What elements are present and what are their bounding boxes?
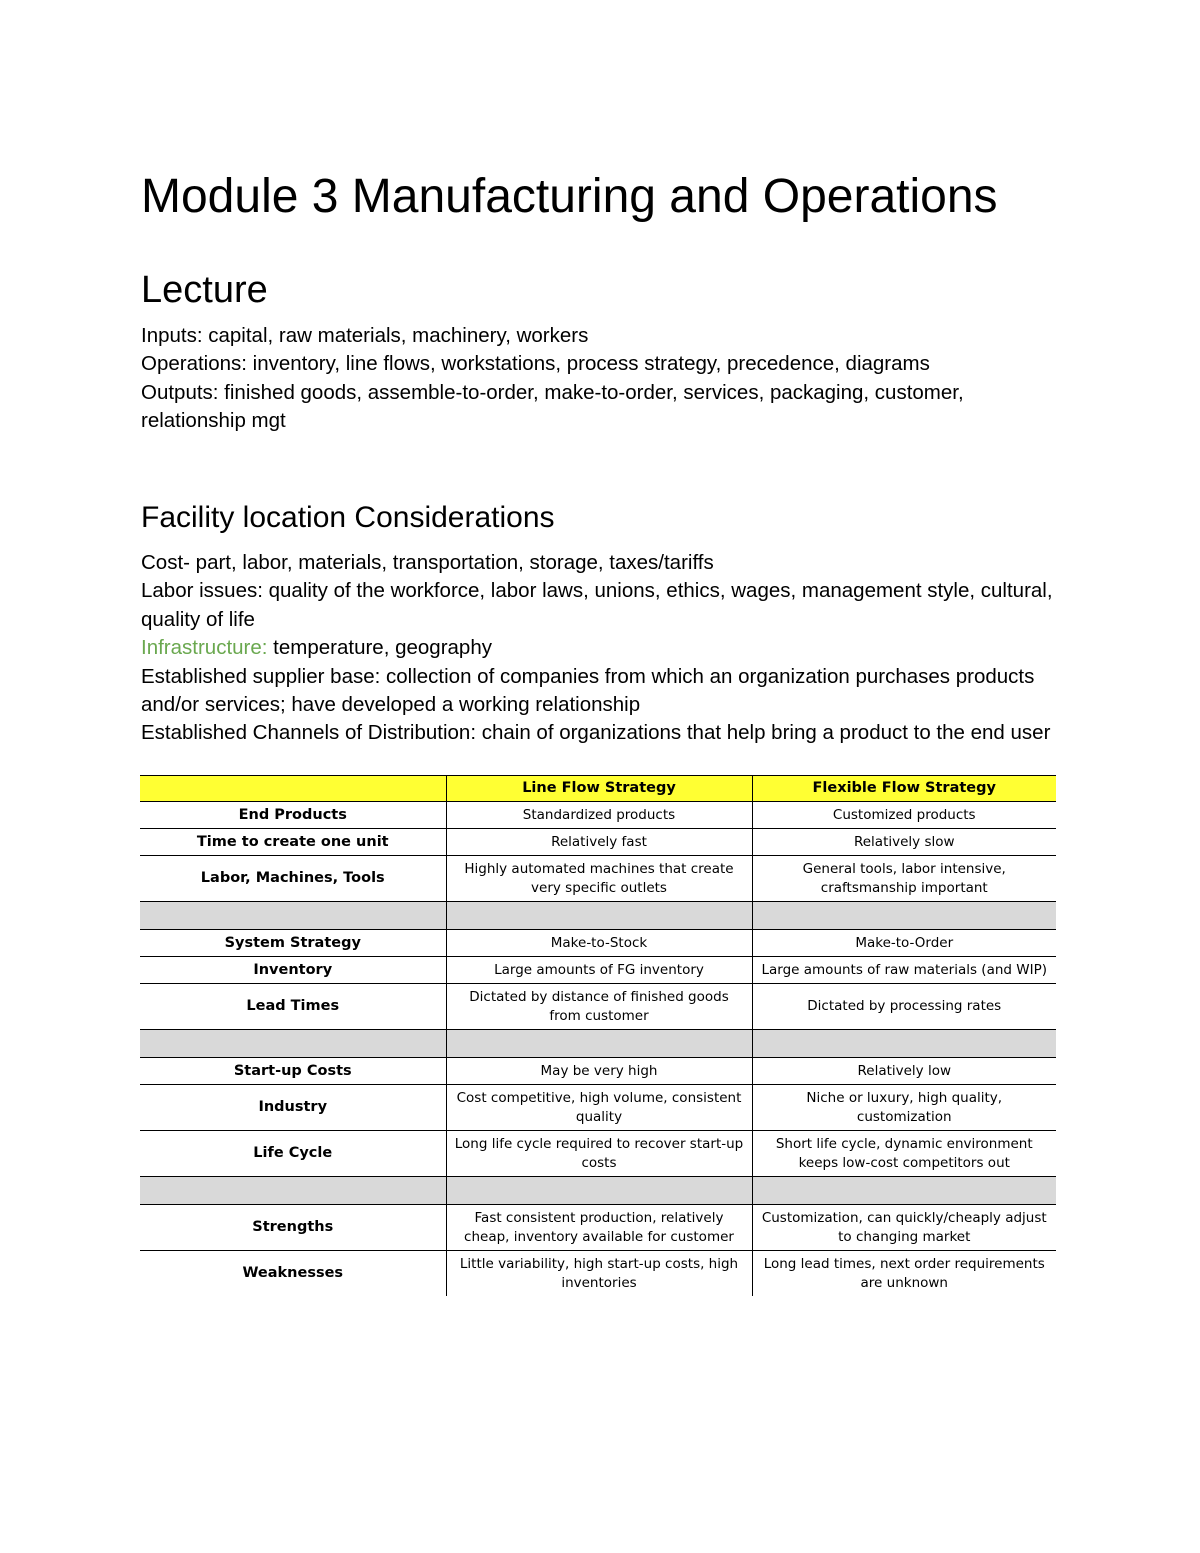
line-flow-cell: Long life cycle required to recover start-up costs (446, 1131, 752, 1177)
table-spacer-row (140, 1177, 1056, 1205)
table-row (140, 1058, 1056, 1085)
flexible-flow-cell: Short life cycle, dynamic environment keeps low-cost competitors out (752, 1131, 1056, 1177)
line-flow-cell: Large amounts of FG inventory (446, 957, 752, 984)
lecture-operations-line: Operations: inventory, line flows, workstations, process strategy, precedence, diagrams (141, 352, 930, 376)
infrastructure-text: temperature, geography (267, 636, 492, 660)
lecture-inputs-line: Inputs: capital, raw materials, machinery, workers (141, 324, 589, 347)
row-label: Inventory (140, 957, 446, 984)
spacer-cell (140, 902, 446, 930)
page-title: Module 3 Manufacturing and Operations (141, 170, 998, 223)
line-flow-cell: Cost competitive, high volume, consistent quality (446, 1085, 752, 1131)
flexible-flow-cell: Large amounts of raw materials (and WIP) (752, 957, 1056, 984)
table-spacer-row (140, 902, 1056, 930)
table-header-row (140, 776, 1056, 802)
infrastructure-label: Infrastructure: (141, 636, 268, 660)
table-row (140, 1131, 1056, 1177)
line-flow-cell: Relatively fast (446, 829, 752, 856)
row-label: Labor, Machines, Tools (140, 856, 446, 902)
facility-channels-line: Established Channels of Distribution: chain of organizations that help bring a product to the end user (141, 721, 1051, 745)
facility-heading: Facility location Considerations (141, 501, 555, 534)
line-flow-cell: Highly automated machines that create very specific outlets (446, 856, 752, 902)
row-label: System Strategy (140, 930, 446, 957)
lecture-content (141, 322, 1071, 436)
row-label: Weaknesses (140, 1251, 446, 1297)
facility-infrastructure-line (141, 634, 1071, 662)
table-row (140, 957, 1056, 984)
spacer-cell (752, 1177, 1056, 1205)
row-label: Time to create one unit (140, 829, 446, 856)
flexible-flow-cell: General tools, labor intensive, craftsmanship important (752, 856, 1056, 902)
spacer-cell (752, 902, 1056, 930)
table-header-flexible-flow: Flexible Flow Strategy (752, 776, 1056, 802)
table-header-line-flow: Line Flow Strategy (446, 776, 752, 802)
row-label: Lead Times (140, 984, 446, 1030)
lecture-outputs-line: Outputs: finished goods, assemble-to-order, make-to-order, services, packaging, customer, relationship mgt (141, 380, 964, 433)
row-label: Start-up Costs (140, 1058, 446, 1085)
row-label: Strengths (140, 1205, 446, 1251)
line-flow-cell: May be very high (446, 1058, 752, 1085)
facility-content (141, 549, 1071, 748)
spacer-cell (140, 1177, 446, 1205)
line-flow-cell: Dictated by distance of finished goods from customer (446, 984, 752, 1030)
flexible-flow-cell: Relatively low (752, 1058, 1056, 1085)
strategy-comparison-table (140, 775, 1056, 1296)
table-spacer-row (140, 1030, 1056, 1058)
flexible-flow-cell: Make-to-Order (752, 930, 1056, 957)
line-flow-cell: Make-to-Stock (446, 930, 752, 957)
table-row (140, 930, 1056, 957)
spacer-cell (140, 1030, 446, 1058)
row-label: Life Cycle (140, 1131, 446, 1177)
table-header-blank (140, 776, 446, 802)
table-row (140, 1251, 1056, 1297)
flexible-flow-cell: Relatively slow (752, 829, 1056, 856)
line-flow-cell: Little variability, high start-up costs, high inventories (446, 1251, 752, 1297)
table-row (140, 1085, 1056, 1131)
spacer-cell (446, 902, 752, 930)
spacer-cell (752, 1030, 1056, 1058)
table-row (140, 802, 1056, 829)
line-flow-cell: Fast consistent production, relatively cheap, inventory available for customer (446, 1205, 752, 1251)
row-label: Industry (140, 1085, 446, 1131)
line-flow-cell: Standardized products (446, 802, 752, 829)
facility-labor-line: Labor issues: quality of the workforce, labor laws, unions, ethics, wages, management style, cultural, quality of life (141, 579, 1053, 631)
table-row (140, 1205, 1056, 1251)
facility-supplier-line: Established supplier base: collection of companies from which an organization purchases products and/or services; have developed a working relationship (141, 664, 1035, 717)
spacer-cell (446, 1030, 752, 1058)
flexible-flow-cell: Customized products (752, 802, 1056, 829)
spacer-cell (446, 1177, 752, 1205)
table-row (140, 829, 1056, 856)
row-label: End Products (140, 802, 446, 829)
facility-cost-line: Cost- part, labor, materials, transportation, storage, taxes/tariffs (141, 551, 714, 574)
flexible-flow-cell: Long lead times, next order requirements are unknown (752, 1251, 1056, 1297)
flexible-flow-cell: Customization, can quickly/cheaply adjust to changing market (752, 1205, 1056, 1251)
table-row (140, 856, 1056, 902)
lecture-heading: Lecture (141, 269, 268, 311)
table-row (140, 984, 1056, 1030)
flexible-flow-cell: Niche or luxury, high quality, customization (752, 1085, 1056, 1131)
flexible-flow-cell: Dictated by processing rates (752, 984, 1056, 1030)
